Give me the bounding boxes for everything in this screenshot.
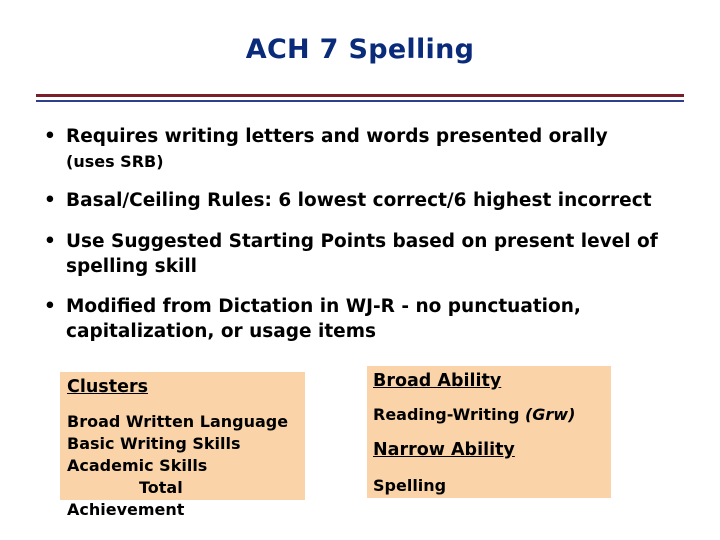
bullet-text: Requires writing letters and words presented orally [66, 126, 608, 147]
narrow-ability-item: Spelling [373, 476, 447, 495]
bullet-text-line2: spelling skill [66, 256, 198, 277]
bullet-text-line2: capitalization, or usage items [66, 321, 377, 342]
bullet-text-line1: Modified from Dictation in WJ-R - no punctuation, [66, 296, 581, 317]
narrow-ability-heading: Narrow Ability [373, 440, 515, 460]
slide-title: ACH 7 Spelling [245, 34, 475, 65]
title-rule-top [36, 94, 684, 97]
clusters-heading: Clusters [67, 377, 148, 397]
bullet-item-3 [44, 229, 704, 281]
cluster-line-2: Basic Writing Skills [67, 434, 241, 453]
cluster-line-3: Academic Skills [67, 456, 208, 475]
bullet-item-4 [44, 294, 704, 346]
cluster-line-4: Total [139, 478, 183, 497]
cluster-line-5: Achievement [67, 500, 185, 519]
bullet-dot: • [44, 231, 56, 252]
bullet-text: Basal/Ceiling Rules: 6 lowest correct/6 highest incorrect [66, 190, 652, 211]
bullet-dot: • [44, 190, 56, 211]
bullet-dot: • [44, 296, 56, 317]
cluster-line-1: Broad Written Language [67, 412, 289, 431]
broad-ability-item-text: Reading-Writing [373, 405, 525, 424]
broad-ability-abbrev: (Grw) [524, 405, 576, 424]
bullet-text-line1: Use Suggested Starting Points based on present level of [66, 231, 658, 252]
bullet-dot: • [44, 126, 56, 147]
broad-ability-item [373, 404, 575, 426]
broad-ability-heading: Broad Ability [373, 371, 502, 391]
title-rule-bottom [36, 100, 684, 102]
bullet-1-subtext: (uses SRB) [66, 152, 164, 171]
